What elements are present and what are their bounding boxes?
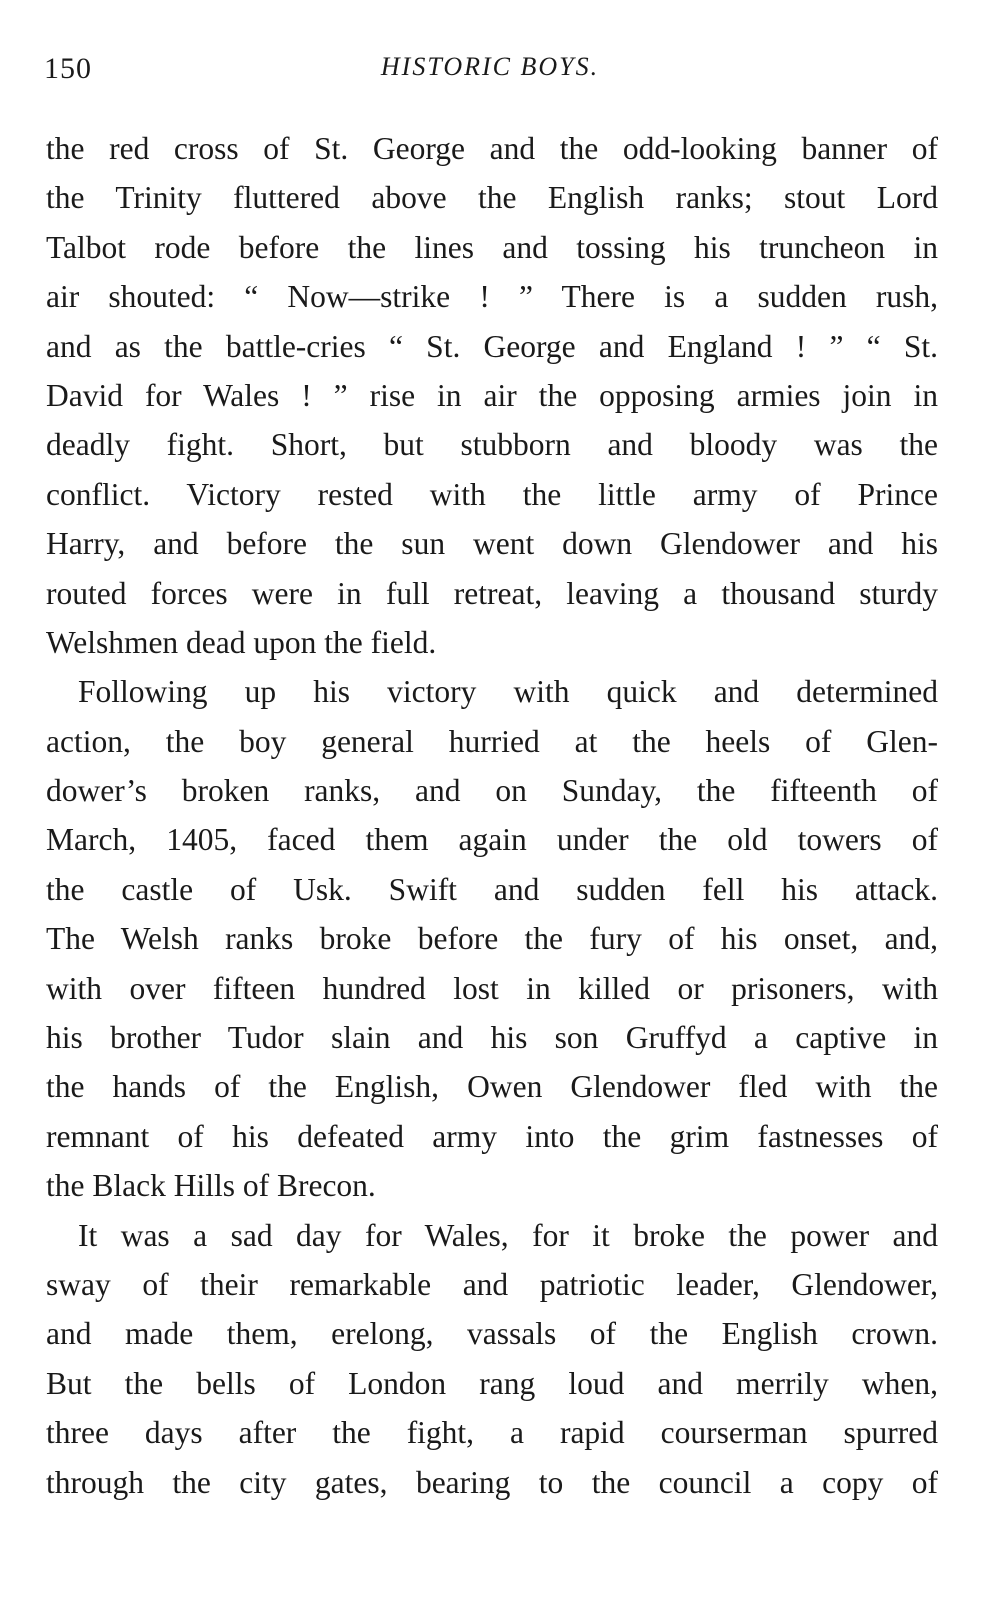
running-head: [40, 52, 940, 92]
text-line: Talbot rode before the lines and tossing his truncheon in: [46, 229, 938, 265]
text-line: remnant of his defeated army into the grim fastnesses of: [46, 1118, 938, 1154]
text-line: the hands of the English, Owen Glendower fled with the: [46, 1069, 938, 1105]
paragraph-3: [46, 1211, 938, 1507]
text-line: through the city gates, bearing to the council a copy of: [46, 1464, 938, 1500]
text-line: It was a sad day for Wales, for it broke the power and: [78, 1217, 938, 1253]
text-line: The Welsh ranks broke before the fury of his onset, and,: [46, 921, 938, 957]
text-line: the Black Hills of Brecon.: [46, 1168, 376, 1204]
text-line: deadly fight. Short, but stubborn and bloody was the: [46, 427, 938, 463]
text-line: action, the boy general hurried at the heels of Glen-: [46, 723, 938, 759]
text-line: the Trinity fluttered above the English ranks; stout Lord: [46, 180, 938, 216]
text-line: sway of their remarkable and patriotic leader, Glendower,: [46, 1266, 938, 1302]
text-line: routed forces were in full retreat, leaving a thousand sturdy: [46, 575, 938, 611]
text-line: air shouted: “ Now—strike ! ” There is a sudden rush,: [46, 279, 938, 315]
text-line: his brother Tudor slain and his son Gruffyd a captive in: [46, 1020, 938, 1056]
text-line: David for Wales ! ” rise in air the opposing armies join in: [46, 377, 938, 413]
running-title: HISTORIC BOYS.: [380, 52, 600, 81]
text-line: conflict. Victory rested with the little army of Prince: [46, 476, 938, 512]
text-line: But the bells of London rang loud and merrily when,: [46, 1365, 938, 1401]
text-line: three days after the fight, a rapid courserman spurred: [46, 1415, 938, 1451]
body-text: [46, 124, 938, 1507]
text-line: March, 1405, faced them again under the old towers of: [46, 822, 938, 858]
text-line: and made them, erelong, vassals of the English crown.: [46, 1316, 938, 1352]
paragraph-2: [46, 667, 938, 1210]
text-line: the castle of Usk. Swift and sudden fell his attack.: [46, 871, 938, 907]
text-line: Following up his victory with quick and determined: [78, 674, 938, 710]
page-number: 150: [44, 52, 92, 85]
text-line: Harry, and before the sun went down Glendower and his: [46, 526, 938, 562]
paragraph-1: [46, 124, 938, 667]
text-line: Welshmen dead upon the field.: [46, 624, 437, 660]
text-line: the red cross of St. George and the odd-looking banner of: [46, 131, 938, 166]
text-line: dower’s broken ranks, and on Sunday, the fifteenth of: [46, 773, 938, 809]
text-line: and as the battle-cries “ St. George and England ! ” “ St.: [46, 328, 938, 364]
text-line: with over fifteen hundred lost in killed or prisoners, with: [46, 970, 938, 1006]
